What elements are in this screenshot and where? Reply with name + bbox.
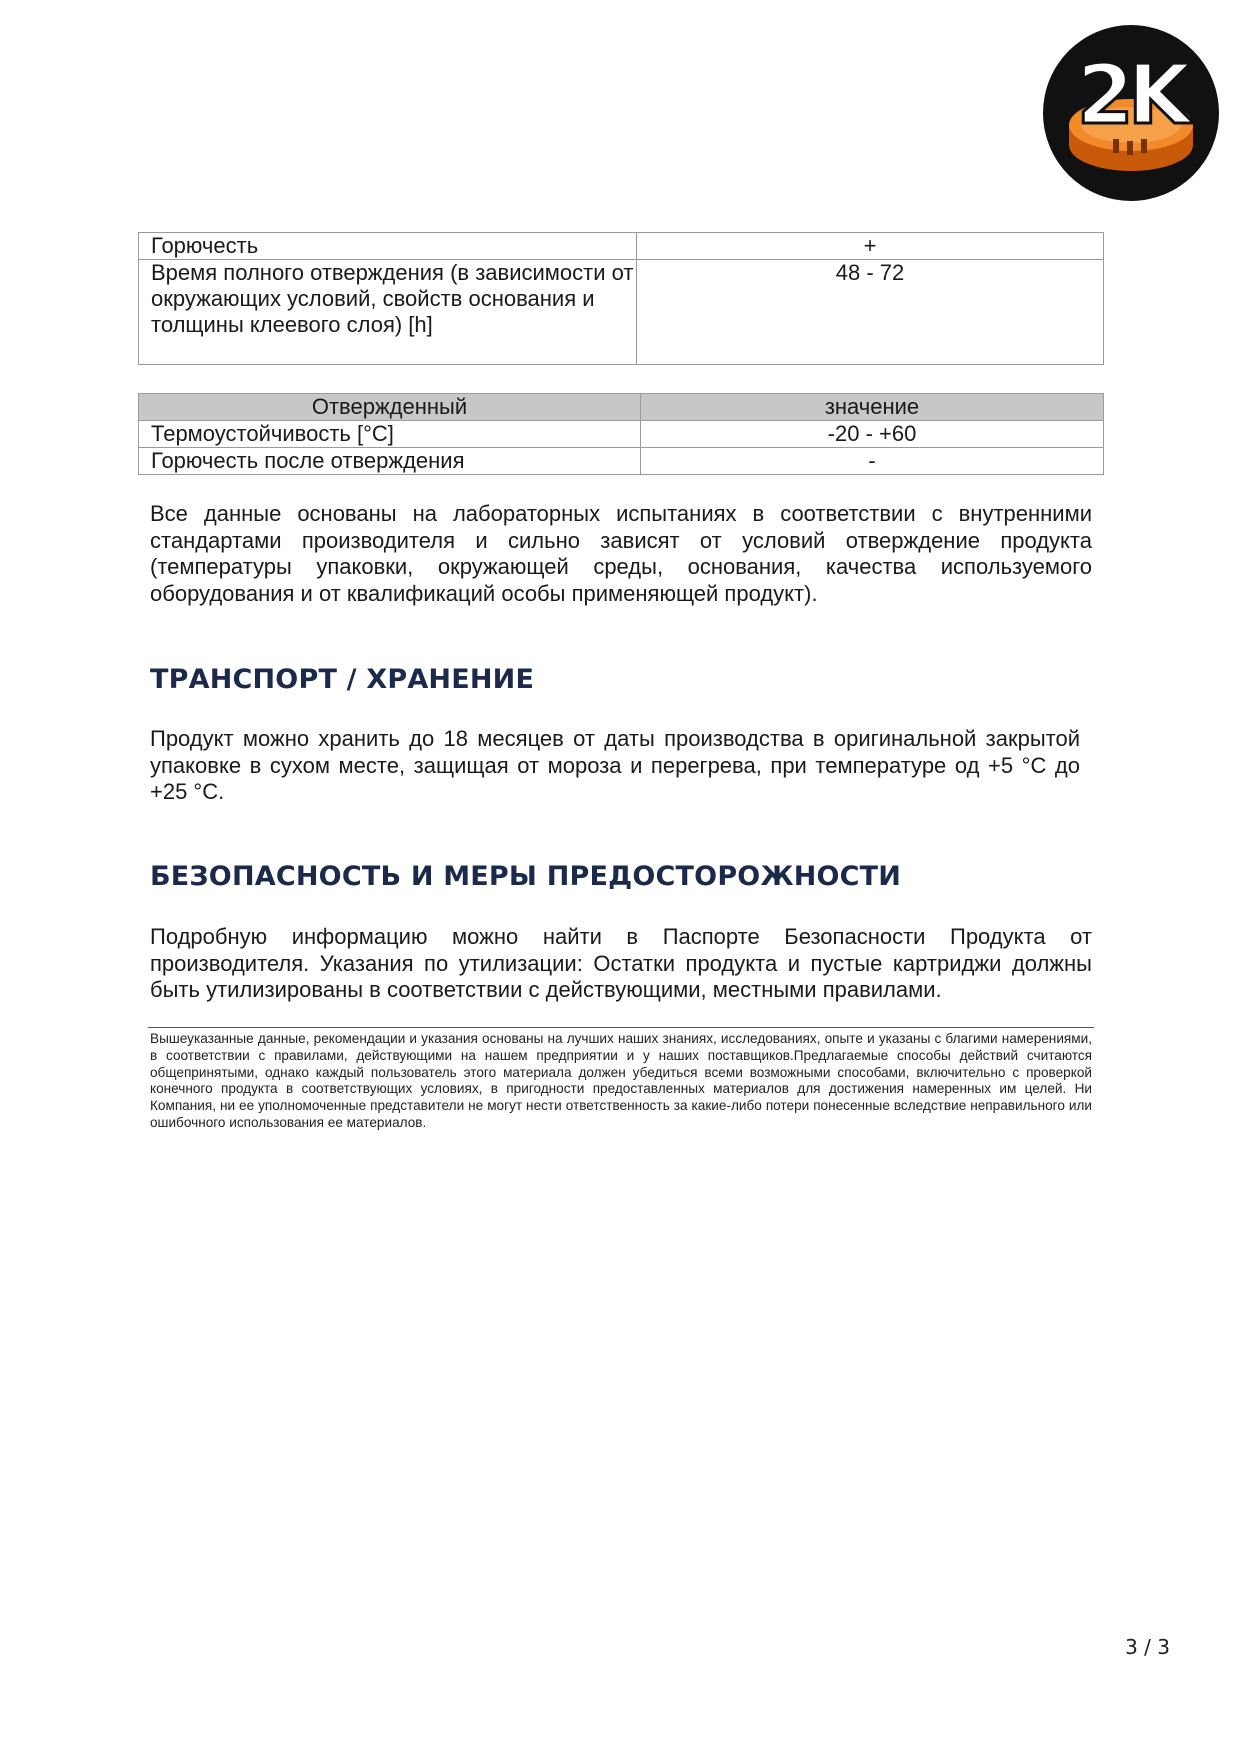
properties-table (138, 232, 1104, 365)
property-value: 48 - 72 (637, 260, 1104, 365)
disclaimer-divider (148, 1027, 1094, 1028)
column-header-value: значение (641, 394, 1104, 421)
safety-paragraph: Подробную информацию можно найти в Паспорте Безопасности Продукта от производителя. Указания по утилизации: Остатки продукта и пустые картриджи должны быть утилизированы в соответствии с действующими, местными правилами. (150, 924, 1092, 1002)
table-row (139, 421, 1104, 448)
cured-properties-table (138, 393, 1104, 475)
svg-text:2K: 2K (1076, 48, 1186, 143)
table-row (139, 233, 1104, 260)
property-label: Термоустойчивость [°C] (139, 421, 641, 448)
property-label: Горючесть после отверждения (139, 448, 641, 475)
table-row (139, 448, 1104, 475)
property-label: Время полного отверждения (в зависимости от окружающих условий, свойств основания и толщины клеевого слоя) [h] (139, 260, 637, 365)
transport-paragraph: Продукт можно хранить до 18 месяцев от даты производства в оригинальной закрытой упаковке в сухом месте, защищая от мороза и перегрева, при температуре од +5 °C до +25 °C. (150, 726, 1080, 804)
table-row (139, 260, 1104, 365)
page-number: 3 / 3 (1125, 1635, 1170, 1659)
disclaimer-text: Вышеуказанные данные, рекомендации и указания основаны на лучших наших знаниях, исследованиях, опыте и указаны с благими намерениями, в соответствии с правилами, действующими на нашем предприятии и у наших поставщиков.Предлагаемые способы действий считаются общепринятыми, однако каждый пользователь этого материала должен убедиться всеми возможными способами, включительно с проверкой конечного продукта в соответствующих условиях, в пригодности предоставленных материалов для достижения намеренных им целей. Ни Компания, ни ее уполномоченные представители не могут нести ответственность за какие-либо потери понесенные вследствие неправильного или ошибочного использования ее материалов. (150, 1031, 1092, 1130)
property-value: + (637, 233, 1104, 260)
column-header-property: Отвержденный (139, 394, 641, 421)
property-value: - (641, 448, 1104, 475)
table-header-row (139, 394, 1104, 421)
property-label: Горючесть (139, 233, 637, 260)
section-heading-transport: ТРАНСПОРТ / ХРАНЕНИЕ (150, 664, 535, 695)
section-heading-safety: БЕЗОПАСНОСТЬ И МЕРЫ ПРЕДОСТОРОЖНОСТИ (150, 861, 902, 892)
property-value: -20 - +60 (641, 421, 1104, 448)
brand-2k-logo (1043, 25, 1219, 201)
data-note-paragraph: Все данные основаны на лабораторных испытаниях в соответствии с внутренними стандартами производителя и сильно зависят от условий отверждение продукта (температуры упаковки, окружающей среды, основания, качества используемого оборудования и от квалификаций особы применяющей продукт). (150, 501, 1092, 606)
